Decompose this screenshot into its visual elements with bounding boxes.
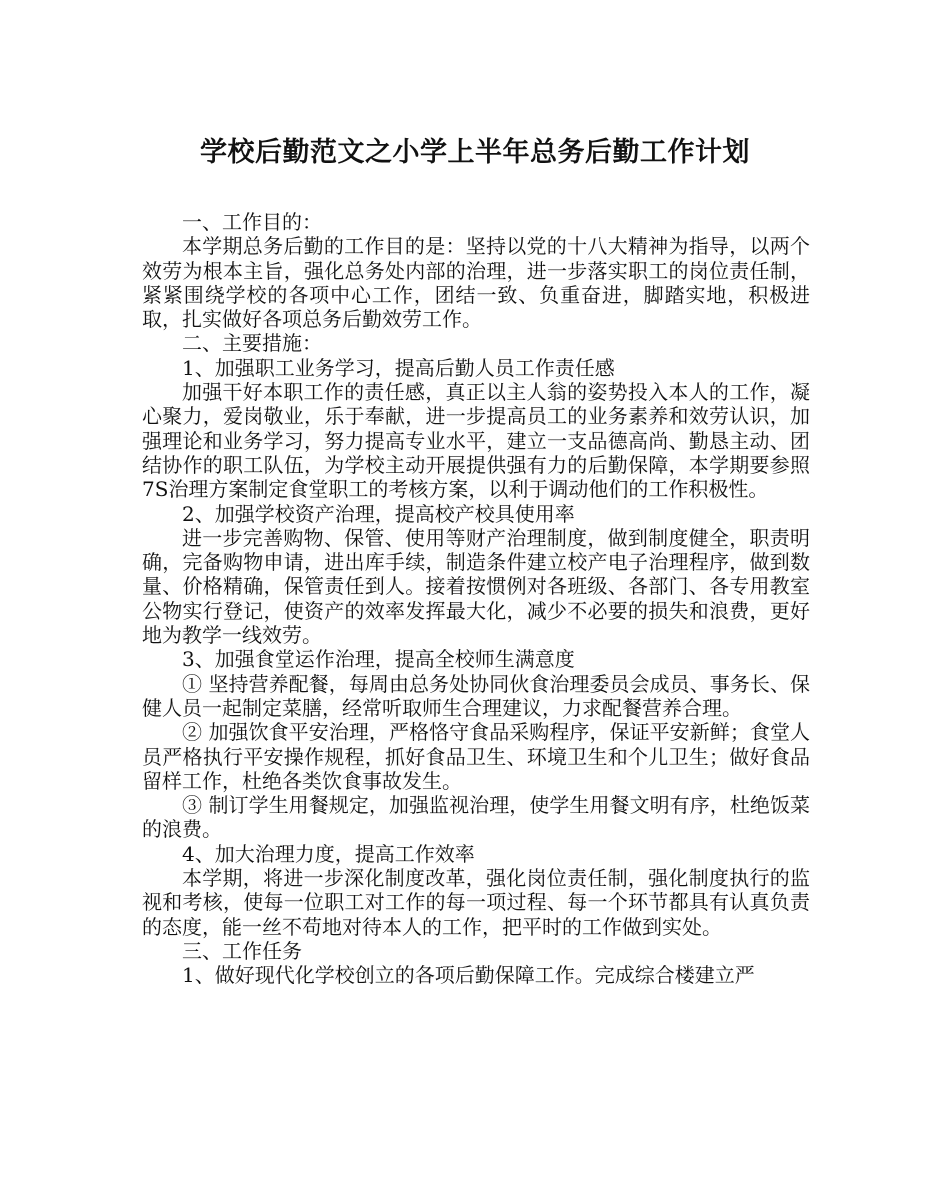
document-title: 学校后勤范文之小学上半年总务后勤工作计划 xyxy=(200,137,750,168)
subsection-heading: 3、加强食堂运作治理，提高全校师生满意度 xyxy=(182,647,575,672)
list-item: ③ 制订学生用餐规定，加强监视治理，使学生用餐文明有序，杜绝饭菜的浪费。 xyxy=(142,793,810,842)
paragraph: 本学期总务后勤的工作目的是：坚持以党的十八大精神为指导，以两个效劳为根本主旨，强化总务处内部的治理，进一步落实职工的岗位责任制，紧紧围绕学校的各项中心工作，团结一致、负重奋进，脚踏实地，积极进取，扎实做好各项总务后勤效劳工作。 xyxy=(142,234,810,332)
subsection-heading: 1、加强职工业务学习，提高后勤人员工作责任感 xyxy=(182,355,615,380)
section-heading: 二、主要措施： xyxy=(182,331,322,356)
section-heading: 三、工作任务 xyxy=(182,938,302,963)
subsection-heading: 4、加大治理力度，提高工作效率 xyxy=(182,841,475,866)
paragraph: 本学期，将进一步深化制度改革，强化岗位责任制，强化制度执行的监视和考核，使每一位职工对工作的每一项过程、每一个环节都具有认真负责的态度，能一丝不苟地对待本人的工作，把平时的工作做到实处。 xyxy=(142,866,810,939)
document-body xyxy=(142,210,810,988)
list-item: ① 坚持营养配餐，每周由总务处协同伙食治理委员会成员、事务长、保健人员一起制定菜膳，经常听取师生合理建议，力求配餐营养合理。 xyxy=(142,671,810,720)
paragraph: 进一步完善购物、保管、使用等财产治理制度，做到制度健全，职责明确，完备购物申请，进出库手续，制造条件建立校产电子治理程序，做到数量、价格精确，保管责任到人。接着按惯例对各班级、各部门、各专用教室公物实行登记，使资产的效率发挥最大化，减少不必要的损失和浪费，更好地为教学一线效劳。 xyxy=(142,525,810,648)
section-heading: 一、工作目的： xyxy=(182,210,322,234)
paragraph: 1、做好现代化学校创立的各项后勤保障工作。完成综合楼建立严 xyxy=(182,963,755,988)
subsection-heading: 2、加强学校资产治理，提高校产校具使用率 xyxy=(182,501,575,526)
paragraph: 加强干好本职工作的责任感，真正以主人翁的姿势投入本人的工作，凝心聚力，爱岗敬业，乐于奉献，进一步提高员工的业务素养和效劳认识，加强理论和业务学习，努力提高专业水平，建立一支品德高尚、勤恳主动、团结协作的职工队伍，为学校主动开展提供强有力的后勤保障，本学期要参照7S治理方案制定食堂职工的考核方案，以利于调动他们的工作积极性。 xyxy=(142,380,810,502)
list-item: ② 加强饮食平安治理，严格恪守食品采购程序，保证平安新鲜；食堂人员严格执行平安操作规程，抓好食品卫生、环境卫生和个儿卫生；做好食品留样工作，杜绝各类饮食事故发生。 xyxy=(142,720,810,793)
